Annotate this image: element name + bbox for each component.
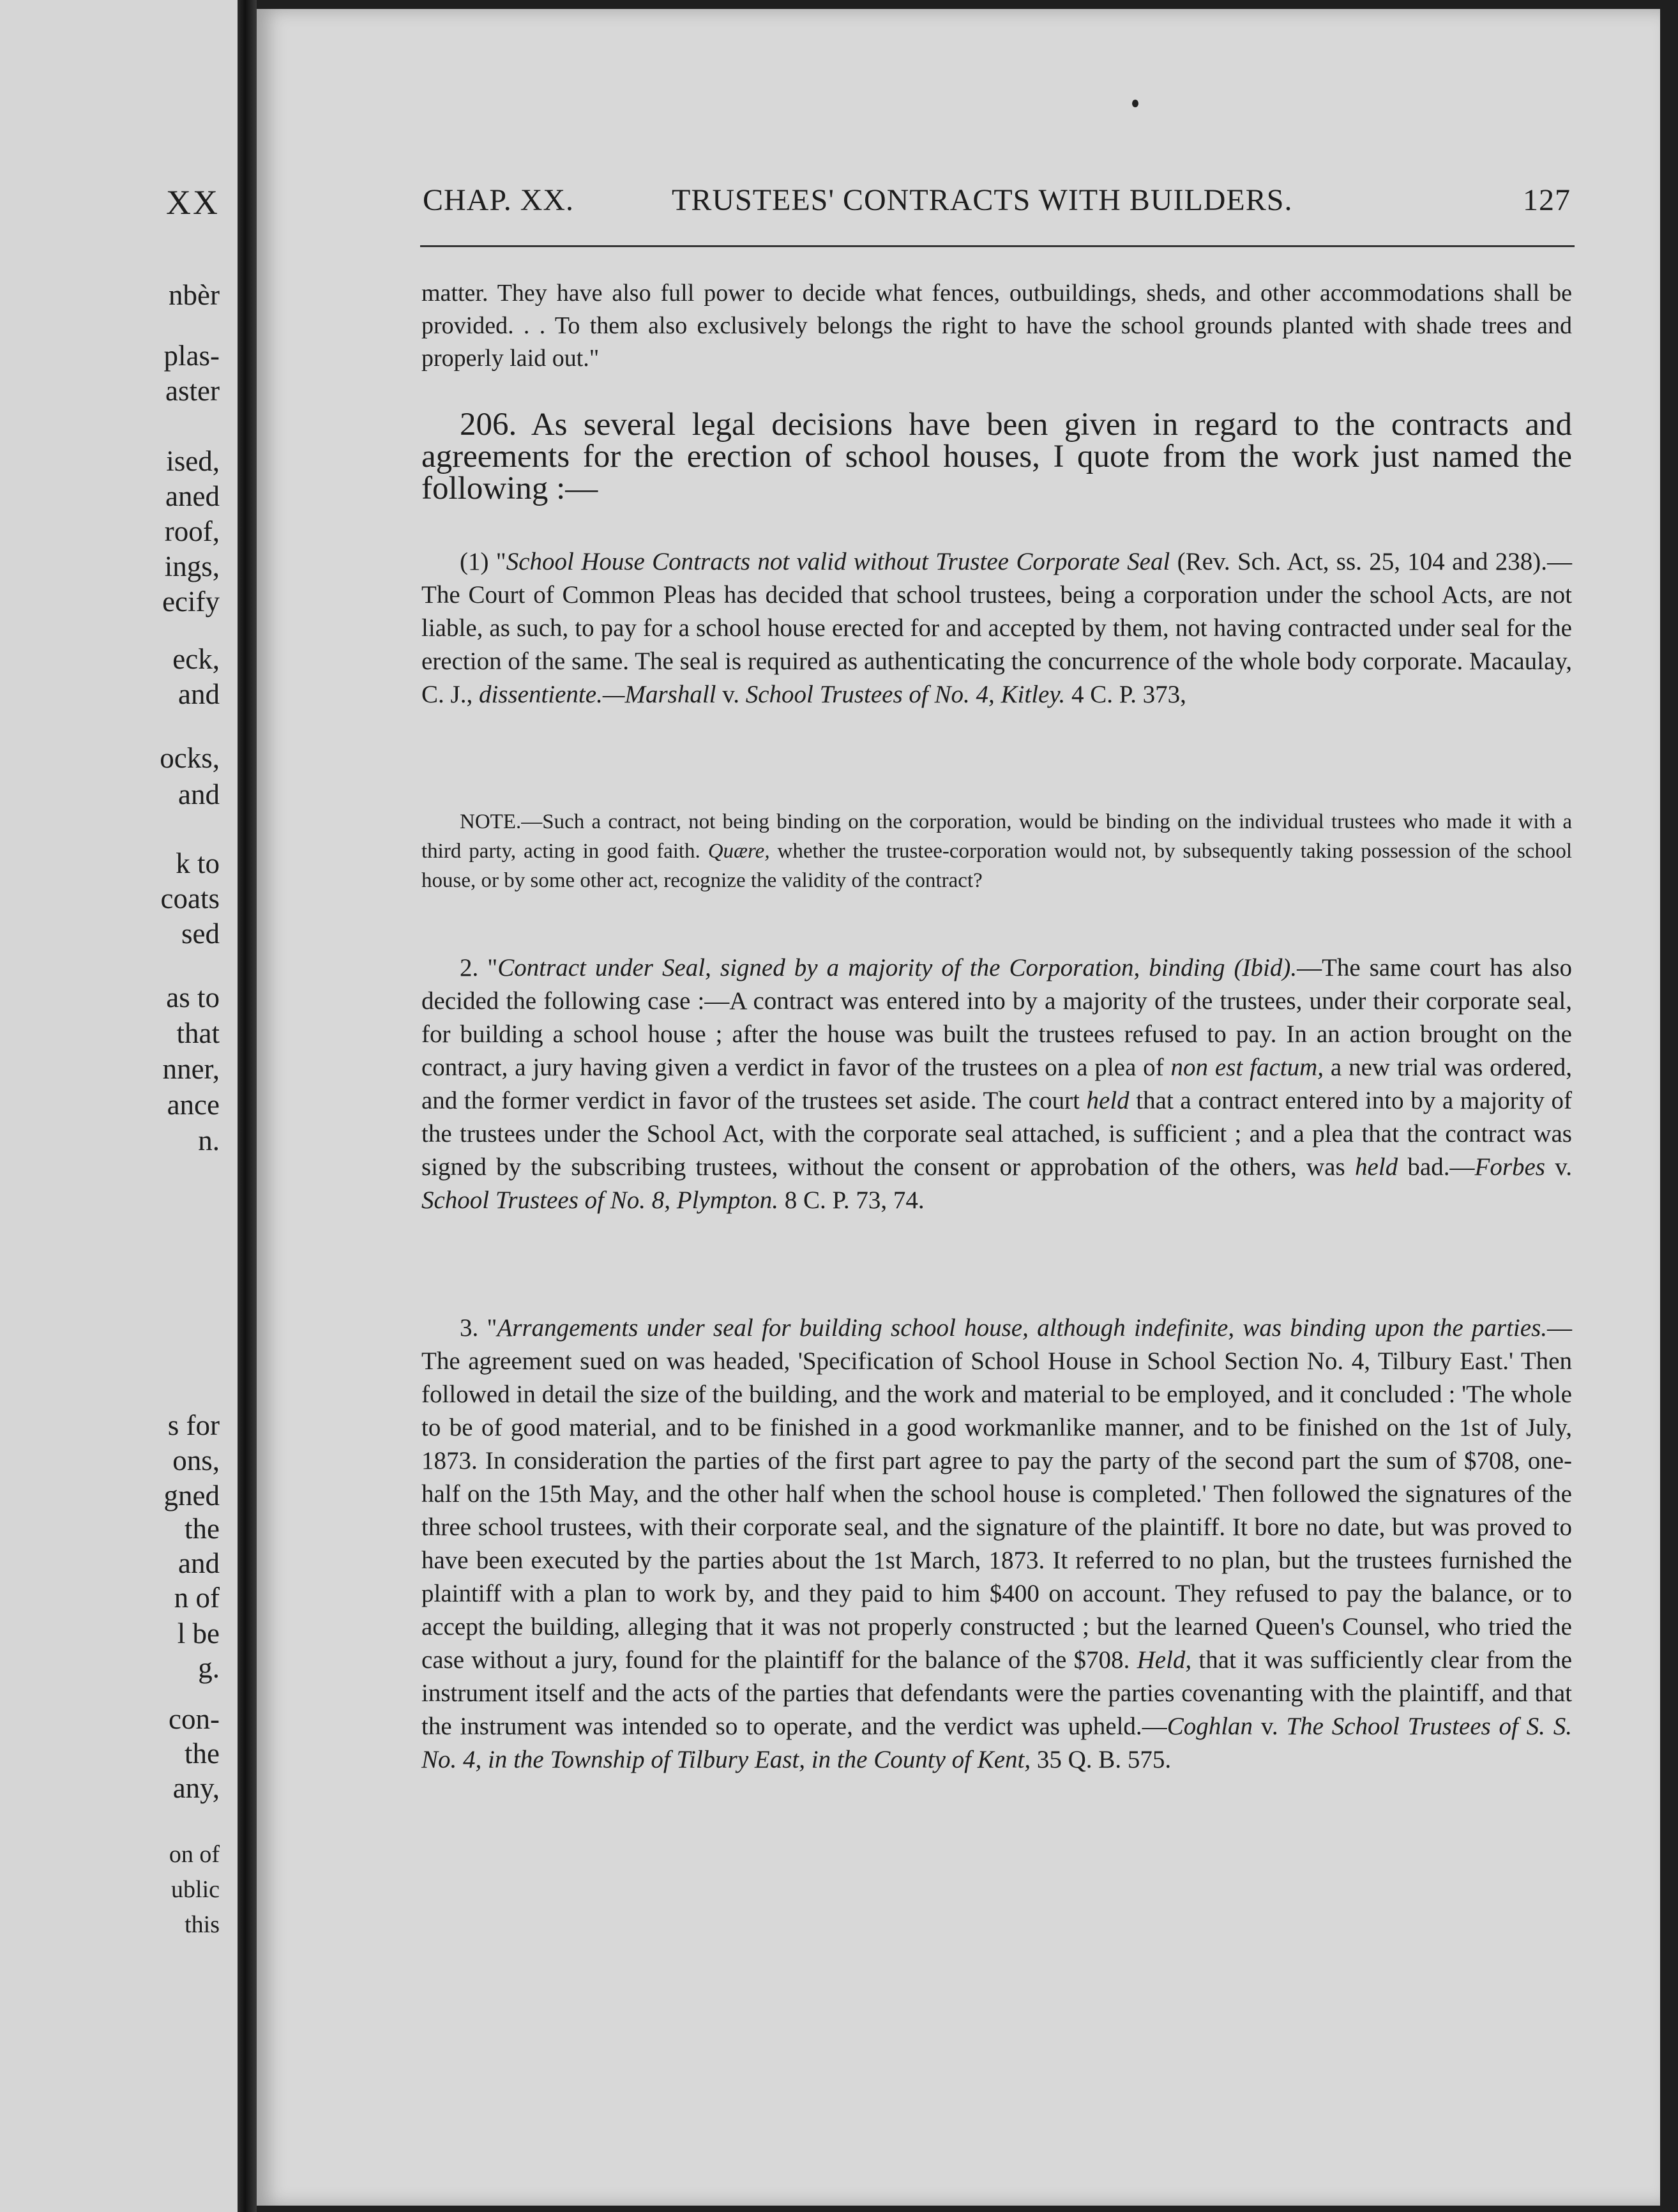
left-page-fragment: XX — [166, 183, 220, 222]
left-page-fragment: n. — [198, 1125, 220, 1156]
left-page-fragment: k to — [176, 847, 220, 879]
left-page-fragment: gned — [163, 1480, 220, 1511]
left-page-fragment: g. — [198, 1652, 220, 1684]
quote-continuation-text: matter. They have also full power to decide what fences, outbuildings, sheds, and other accommodations shall be provided. . . To them also exclusively belongs the right to have the school grounds planted with shade trees and properly laid out." — [421, 280, 1572, 372]
left-page-fragment: ised, — [166, 445, 220, 477]
note-body: —Such a contract, not being binding on the corporation, would be binding on the individual trustees who made it with a third party, acting in good faith. — [421, 810, 1572, 863]
left-page-fragment: s for — [167, 1409, 220, 1441]
left-page-fragment: this — [185, 1911, 220, 1938]
case-2: 2. "Contract under Seal, signed by a majority of the Corporation, binding (Ibid).—The same court has also decided the following case :—A contract was entered into by a majority of the trustees, under their corporate seal, for building a school house ; after the house was built the trustees refused to pay. In an action brought on the contract, a jury having given a verdict in favor of the trustees on a plea of non est factum, a new trial was ordered, and the former verdict in favor of the trustees set aside. The court held that a contract entered into by a majority of the trustees under the School Act, with the corporate seal attached, is sufficient ; and a plea that the contract was signed by the subscribing trustees, without the consent or approbation of the others, was held bad.—Forbes v. School Trustees of No. 8, Plympton. 8 C. P. 73, 74. — [421, 954, 1573, 1214]
left-page-fragment: aned — [165, 480, 220, 512]
case-3-citation: 35 Q. B. 575. — [1031, 1746, 1172, 1773]
left-page-fragment: and — [178, 778, 220, 810]
left-page-fragment: the — [185, 1738, 220, 1769]
case-2-party: School Trustees of No. 8, Plympton. — [421, 1186, 778, 1214]
left-page-fragment: ecify — [162, 586, 220, 617]
note: NOTE.—Such a contract, not being binding on the corporation, would be binding on the individual trustees who made it with a third party, acting in good faith. Quære, whether the trustee-corporation would not, by subsequently taking possession of the school house, or by some other act, recognize the validity of the contract? — [421, 810, 1572, 892]
left-page-fragment: any, — [172, 1772, 220, 1804]
left-page-fragment: the — [185, 1513, 220, 1545]
left-page-fragment: l be — [177, 1617, 220, 1649]
case-2-citation: 8 C. P. 73, 74. — [778, 1186, 925, 1214]
left-page-fragment: aster — [165, 375, 220, 407]
left-page-fragment: eck, — [172, 643, 220, 675]
left-page-fragment: nner, — [162, 1053, 220, 1085]
case-1-party: School Trustees of No. 4, Kitley. — [745, 681, 1066, 708]
page-number: 127 — [1523, 183, 1571, 217]
quote-continuation — [421, 277, 1572, 375]
left-page-fragment: ance — [167, 1089, 220, 1121]
case-3-body: —The agreement sued on was headed, 'Specification of School House in School Section No. 4, Tilbury East.' Then followed in detail the size of the building, and the work and material to be employed, and it concluded : 'The whole to be of good material, and to be finished in a good workmanlike manner, and to be finished on the 1st of July, 1873. In consideration the parties of the first part agree to pay the party of the second part the sum of $708, one-half on the 15th May, and the other half when the school house is completed.' Then followed the signatures of the three school trustees, with their corporate seal, and the signature of the plaintiff. It bore no date, but was proved to have been executed by the parties about the 1st March, 1873. It referred to no plan, but the trustees furnished the plaintiff with a plan to work by, and they paid to him $400 on account. They refused to pay the balance, or to accept the building, alleging that it was not properly constructed ; but the learned Queen's Counsel, who tried the case without a jury, found for the plaintiff for the balance of the $708. — [421, 1314, 1572, 1674]
header-rule — [420, 245, 1575, 247]
left-page-fragment: ocks, — [160, 742, 220, 774]
case-2-name: Forbes — [1474, 1153, 1545, 1181]
chapter-label: CHAP. XX. — [423, 183, 575, 217]
case-1-citation: 4 C. P. 373, — [1065, 681, 1186, 708]
left-page-fragment: that — [176, 1017, 220, 1049]
left-page-fragment: nbèr — [169, 279, 220, 311]
left-page-fragment: and — [178, 678, 220, 710]
running-title: TRUSTEES' CONTRACTS WITH BUILDERS. — [672, 183, 1293, 217]
left-page-fragment: ons, — [172, 1444, 220, 1476]
right-page — [257, 9, 1660, 2206]
book-gutter — [238, 0, 257, 2212]
case-1-body: (Rev. Sch. Act, ss. 25, 104 and 238).—The Court of Common Pleas has decided that school trustees, being a corporation under the school Acts, are not liable, as such, to pay for a school house erected for and accepted by them, not having contracted under seal for the erection of the same. The seal is required as authenticating the concurrence of the whole body corporate. Macaulay, C. J., — [421, 548, 1572, 708]
left-page-fragment: con- — [169, 1703, 220, 1735]
left-page-fragment: ublic — [171, 1876, 220, 1903]
left-page-fragment: coats — [160, 883, 220, 914]
case-1: (1) "School House Contracts not valid without Trustee Corporate Seal (Rev. Sch. Act, ss. 25, 104 and 238).—The Court of Common Pleas has decided that school trustees, being a corporation under the school Acts, are not liable, as such, to pay for a school house erected for and accepted by them, not having contracted under seal for the erection of the same. The seal is required as authenticating the concurrence of the whole body corporate. Macaulay, C. J., dissentiente.—Marshall v. School Trustees of No. 4, Kitley. 4 C. P. 373, — [421, 548, 1572, 708]
ink-dot — [1132, 100, 1138, 107]
section-206-text: 206. As several legal decisions have been given in regard to the contracts and agreements for the erection of school houses, I quote from the work just named the following :— — [421, 407, 1572, 506]
left-page-fragment: ings, — [164, 550, 220, 582]
left-page-fragment: and — [178, 1547, 220, 1579]
case-2-heading: Contract under Seal, signed by a majority of the Corporation, binding (Ibid). — [497, 954, 1297, 981]
case-3-heading: Arrangements under seal for building school house, although indefinite, was binding upon the parties. — [497, 1314, 1547, 1342]
running-header — [423, 183, 1571, 227]
case-3: 3. "Arrangements under seal for building school house, although indefinite, was binding upon the parties.—The agreement sued on was headed, 'Specification of School House in School Section No. 4, Tilbury East.' Then followed in detail the size of the building, and the work and material to be employed, and it concluded : 'The whole to be of good material, and to be finished in a good workmanlike manner, and to be finished on the 1st of July, 1873. In consideration the parties of the first part agree to pay the party of the second part the sum of $708, one-half on the 15th May, and the other half when the school house is completed.' Then followed the signatures of the three school trustees, with their corporate seal, and the signature of the plaintiff. It bore no date, but was proved to have been executed by the parties about the 1st March, 1873. It referred to no plan, but the trustees furnished the plaintiff with a plan to work by, and they paid to him $400 on account. They refused to pay the balance, or to accept the building, alleging that it was not properly constructed ; but the learned Queen's Counsel, who tried the case without a jury, found for the plaintiff for the balance of the $708. Held, that it was sufficiently clear from the instrument itself and the acts of the parties that defendants were the parties covenanting with the plaintiff, and that the instrument was intended so to operate, and the verdict was upheld.—Coghlan v. The School Trustees of S. S. No. 4, in the Township of Tilbury East, in the County of Kent, 35 Q. B. 575. — [421, 1314, 1572, 1773]
case-3-party: The School Trustees of S. S. No. 4, in the Township of Tilbury East, in the County of Kent, — [421, 1713, 1572, 1773]
case-2-body: —The same court has also decided the following case :—A contract was entered into by a majority of the trustees, under their corporate seal, for building a school house ; after the house was built the trustees refused to pay. In an action brought on the contract, a jury having given a verdict in favor of the trustees on a plea of — [421, 954, 1572, 1081]
section-206 — [421, 409, 1572, 504]
left-page-fragment: roof, — [164, 515, 220, 547]
left-page-fragment: sed — [181, 918, 220, 950]
left-page-fragment: as to — [166, 981, 220, 1013]
left-page-fragment: n of — [174, 1582, 220, 1614]
left-page-edge — [0, 0, 238, 2212]
left-page-fragment: plas- — [163, 340, 220, 372]
note-label: NOTE. — [460, 810, 522, 833]
case-3-name: Coghlan — [1167, 1713, 1253, 1740]
left-page-fragment: on of — [169, 1841, 220, 1868]
case-1-heading: School House Contracts not valid without Trustee Corporate Seal — [506, 548, 1170, 575]
